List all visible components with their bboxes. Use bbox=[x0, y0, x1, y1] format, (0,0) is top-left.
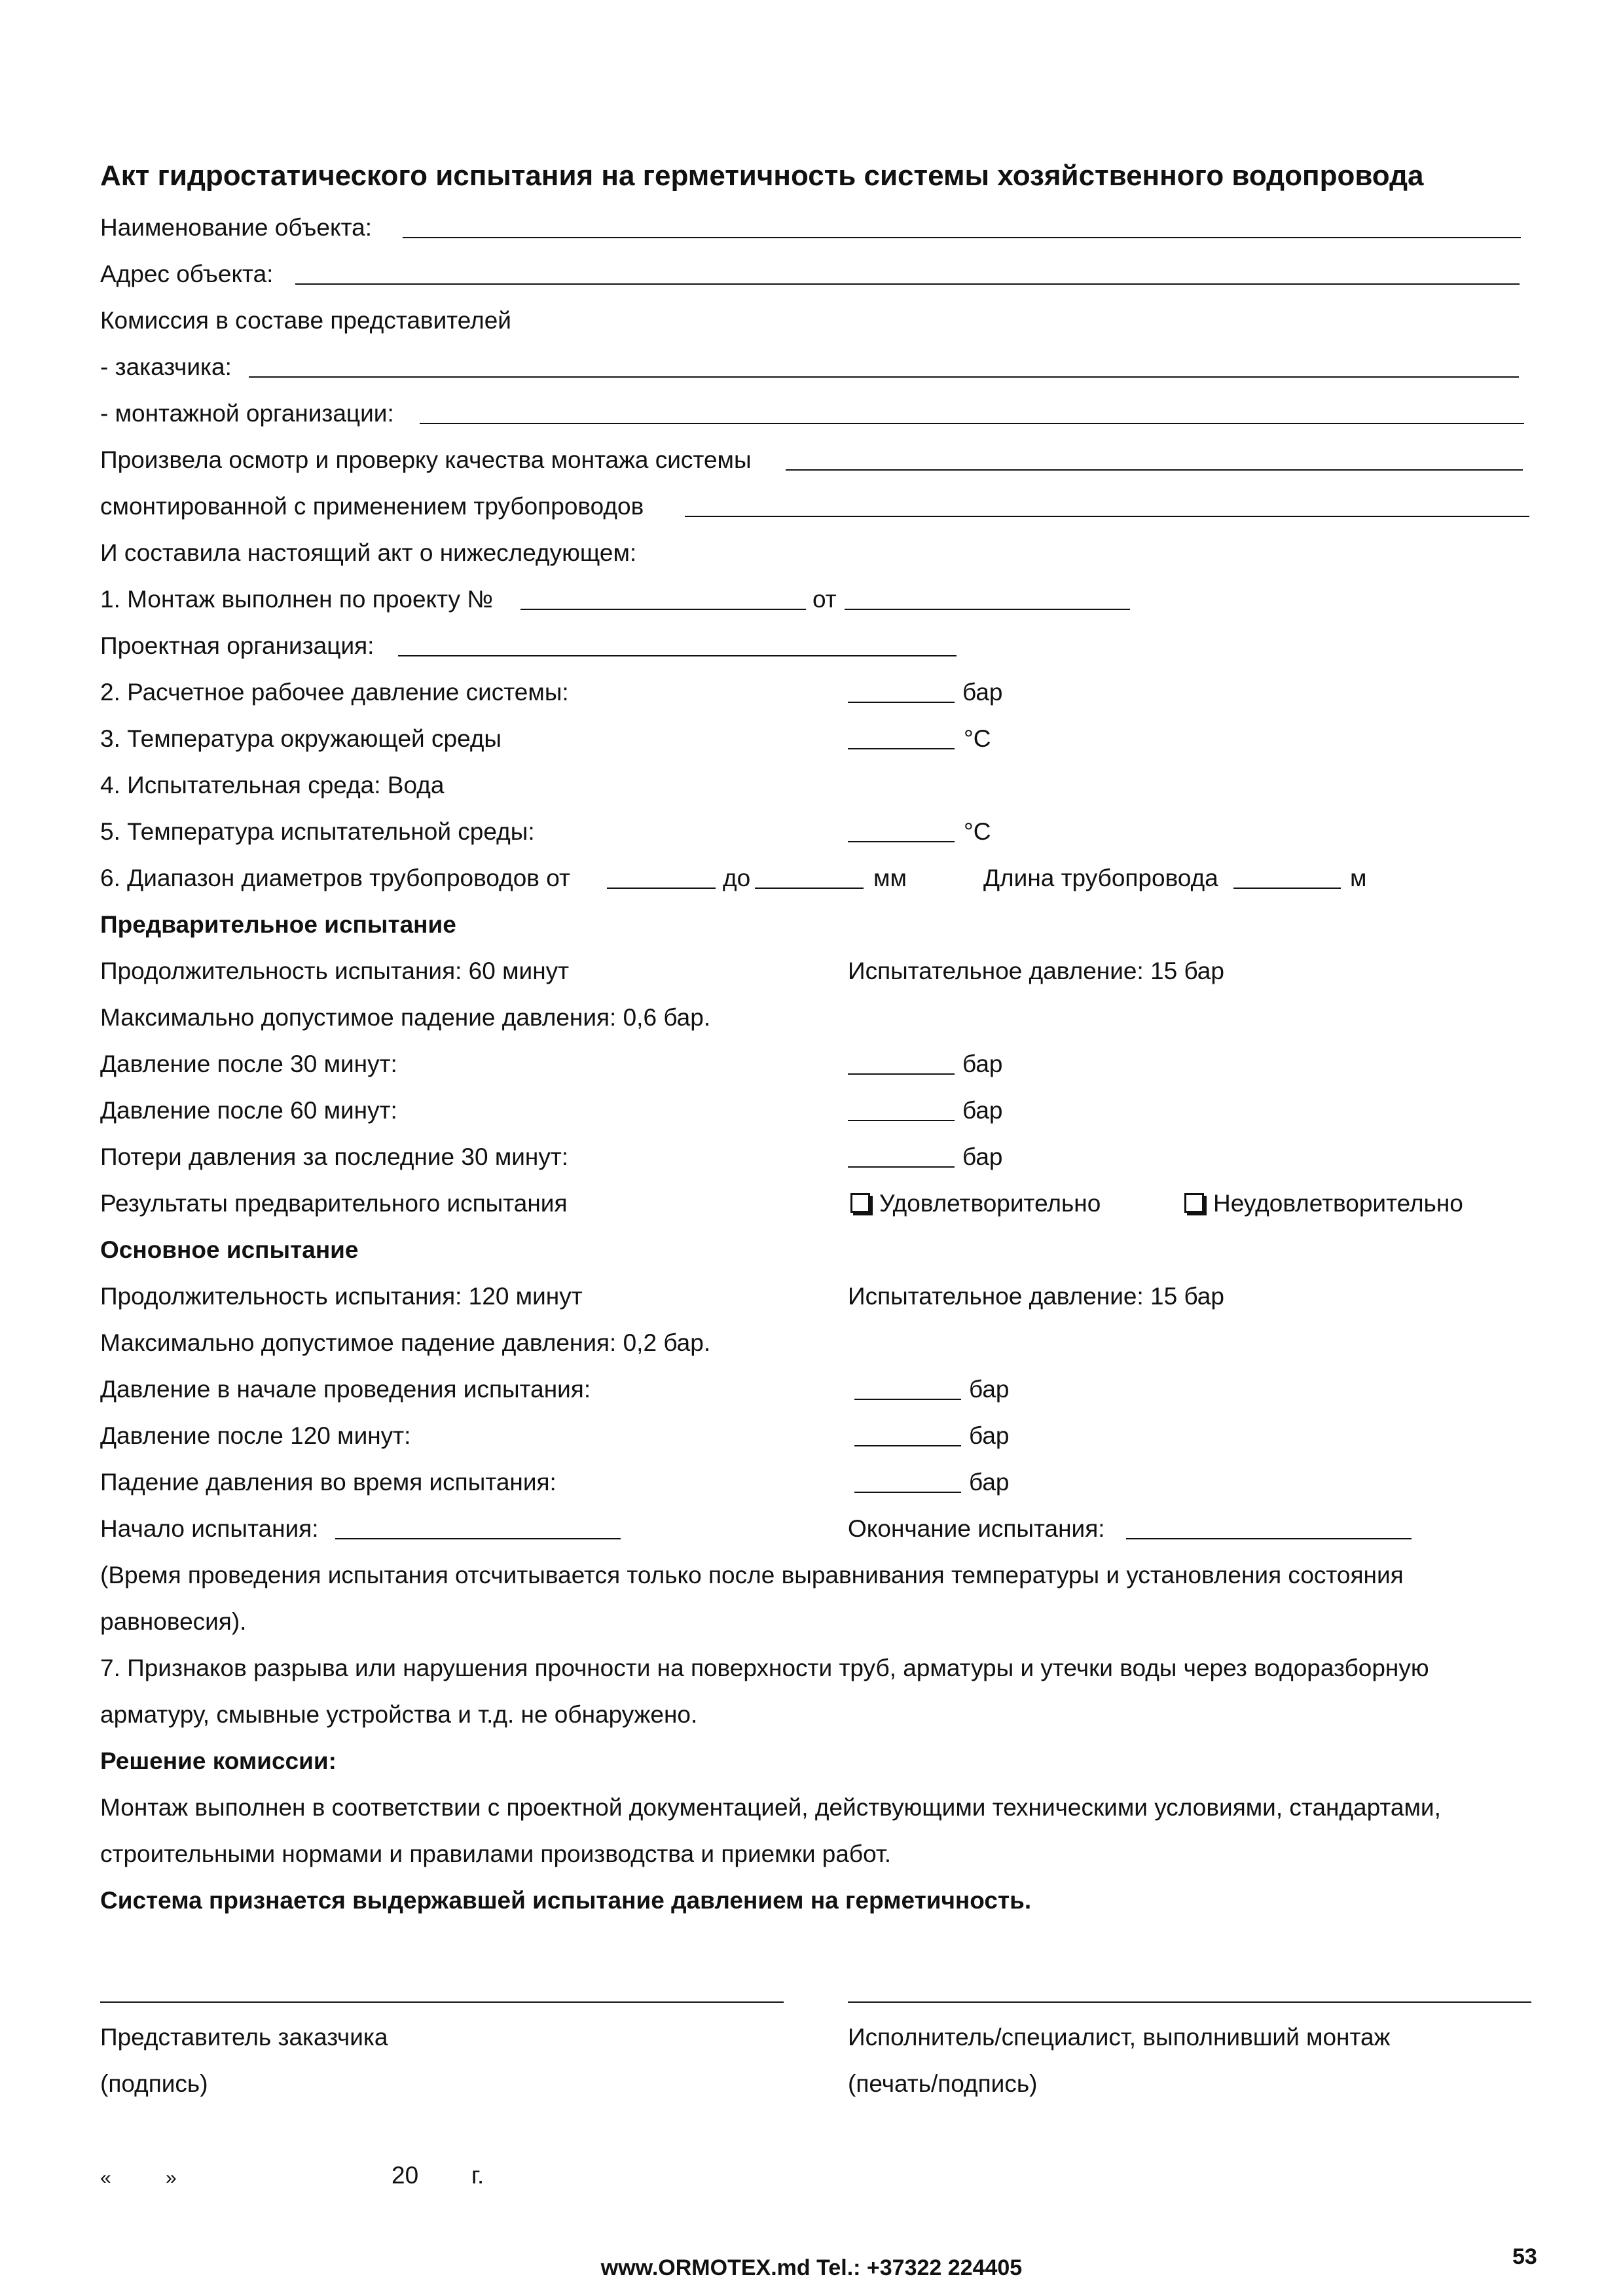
diameter-to-field[interactable] bbox=[755, 888, 864, 889]
inspection-label: Произвела осмотр и проверку качества монтажа системы bbox=[100, 446, 752, 473]
diameter-to-label: до bbox=[723, 865, 751, 891]
decision-line-2: строительными нормами и правилами производства и приемки работ. bbox=[100, 1840, 892, 1867]
preliminary-test-pressure: Испытательное давление: 15 бар bbox=[848, 958, 1224, 984]
main-duration: Продолжительность испытания: 120 минут bbox=[100, 1283, 583, 1310]
bar-unit: бар bbox=[962, 1050, 1003, 1077]
medium-temp-label: 5. Температура испытательной среды: bbox=[100, 818, 535, 845]
executor-signature-caption: (печать/подпись) bbox=[848, 2070, 1038, 2097]
pipe-length-field[interactable] bbox=[1233, 888, 1341, 889]
decision-conclusion: Система признается выдержавшей испытание давлением на герметичность. bbox=[100, 1887, 1032, 1914]
pressure-after-60-field[interactable] bbox=[848, 1120, 955, 1121]
medium-temp-field[interactable] bbox=[848, 841, 955, 842]
bar-unit: бар bbox=[969, 1469, 1010, 1496]
system-field[interactable] bbox=[786, 469, 1523, 471]
pressure-after-30-field[interactable] bbox=[848, 1073, 955, 1075]
unsatisfactory-option[interactable] bbox=[1182, 1189, 1463, 1218]
ambient-temp-field[interactable] bbox=[848, 748, 955, 749]
satisfactory-label: Удовлетворительно bbox=[879, 1190, 1101, 1217]
project-number-label: 1. Монтаж выполнен по проекту № bbox=[100, 586, 493, 613]
diameter-from-field[interactable] bbox=[607, 888, 716, 889]
test-start-label: Начало испытания: bbox=[100, 1515, 319, 1542]
object-address-label: Адрес объекта: bbox=[100, 260, 274, 287]
pipes-field[interactable] bbox=[685, 516, 1529, 517]
design-org-field[interactable] bbox=[398, 655, 957, 656]
test-start-field[interactable] bbox=[335, 1538, 621, 1539]
test-medium-label: 4. Испытательная среда: Вода bbox=[100, 772, 445, 798]
pipe-length-label: Длина трубопровода bbox=[983, 865, 1218, 891]
preliminary-heading: Предварительное испытание bbox=[100, 911, 456, 938]
pressure-drop-field[interactable] bbox=[854, 1492, 961, 1493]
pressure-loss-30-field[interactable] bbox=[848, 1166, 955, 1168]
start-pressure-label: Давление в начале проведения испытания: bbox=[100, 1376, 591, 1403]
pressure-after-120-field[interactable] bbox=[854, 1445, 961, 1446]
page-number: 53 bbox=[1512, 2244, 1537, 2269]
mm-unit: мм bbox=[873, 865, 907, 891]
customer-signature-line[interactable] bbox=[100, 2001, 784, 2003]
bar-unit: бар bbox=[962, 1143, 1003, 1170]
pressure-drop-label: Падение давления во время испытания: bbox=[100, 1469, 556, 1496]
celsius-unit: °C bbox=[964, 725, 991, 752]
footer-contact: www.ORMOTEX.md Tel.: +37322 224405 bbox=[600, 2255, 1023, 2280]
checkbox-icon[interactable] bbox=[850, 1193, 870, 1213]
bar-unit: бар bbox=[969, 1376, 1010, 1403]
diameter-range-label: 6. Диапазон диаметров трубопроводов от bbox=[100, 865, 570, 891]
note-line-1: (Время проведения испытания отсчитывается только после выравнивания температуры и установления состояния bbox=[100, 1562, 1404, 1588]
unsatisfactory-label: Неудовлетворительно bbox=[1213, 1190, 1463, 1217]
customer-representative-label: Представитель заказчика bbox=[100, 2024, 388, 2051]
main-max-drop: Максимально допустимое падение давления: 0,2 бар. bbox=[100, 1329, 711, 1356]
date-year-suffix: г. bbox=[471, 2162, 484, 2189]
pressure-after-60-label: Давление после 60 минут: bbox=[100, 1097, 397, 1124]
customer-signature-caption: (подпись) bbox=[100, 2070, 208, 2097]
object-name-field[interactable] bbox=[403, 237, 1521, 238]
document-title: Акт гидростатического испытания на герметичность системы хозяйственного водопровода bbox=[100, 160, 1424, 192]
bar-unit: бар bbox=[969, 1422, 1010, 1449]
note-line-2: равновесия). bbox=[100, 1608, 247, 1635]
start-pressure-field[interactable] bbox=[854, 1399, 961, 1400]
test-end-label: Окончание испытания: bbox=[848, 1515, 1105, 1542]
executor-signature-line[interactable] bbox=[848, 2001, 1531, 2003]
working-pressure-field[interactable] bbox=[848, 702, 955, 703]
ambient-temp-label: 3. Температура окружающей среды bbox=[100, 725, 502, 752]
date-close-quote: » bbox=[166, 2167, 177, 2189]
decision-line-1: Монтаж выполнен в соответствии с проектной документацией, действующими техническими условиями, стандартами, bbox=[100, 1794, 1441, 1821]
test-end-field[interactable] bbox=[1126, 1538, 1412, 1539]
preliminary-duration: Продолжительность испытания: 60 минут bbox=[100, 958, 570, 984]
project-number-field[interactable] bbox=[520, 609, 806, 610]
pipes-label: смонтированной с применением трубопроводов bbox=[100, 493, 644, 520]
customer-field[interactable] bbox=[249, 376, 1519, 378]
pressure-after-120-label: Давление после 120 минут: bbox=[100, 1422, 411, 1449]
design-org-label: Проектная организация: bbox=[100, 632, 374, 659]
installer-label: - монтажной организации: bbox=[100, 400, 394, 427]
date-year-prefix: 20 bbox=[392, 2162, 419, 2189]
bar-unit: бар bbox=[962, 679, 1003, 706]
celsius-unit: °C bbox=[964, 818, 991, 845]
customer-label: - заказчика: bbox=[100, 353, 232, 380]
bar-unit: бар bbox=[962, 1097, 1003, 1124]
object-address-field[interactable] bbox=[295, 283, 1520, 285]
main-test-pressure: Испытательное давление: 15 бар bbox=[848, 1283, 1224, 1310]
pressure-after-30-label: Давление после 30 минут: bbox=[100, 1050, 397, 1077]
decision-heading: Решение комиссии: bbox=[100, 1748, 337, 1774]
date-open-quote: « bbox=[100, 2167, 111, 2189]
commission-label: Комиссия в составе представителей bbox=[100, 307, 511, 334]
project-date-field[interactable] bbox=[845, 609, 1130, 610]
executor-label: Исполнитель/специалист, выполнивший монтаж bbox=[848, 2024, 1391, 2051]
satisfactory-option[interactable] bbox=[848, 1189, 1101, 1218]
item7-line-1: 7. Признаков разрыва или нарушения прочности на поверхности труб, арматуры и утечки воды через водоразборную bbox=[100, 1655, 1429, 1681]
main-heading: Основное испытание bbox=[100, 1236, 359, 1263]
m-unit: м bbox=[1350, 865, 1367, 891]
act-intro: И составила настоящий акт о нижеследующем: bbox=[100, 539, 637, 566]
item7-line-2: арматуру, смывные устройства и т.д. не обнаружено. bbox=[100, 1701, 698, 1728]
object-name-label: Наименование объекта: bbox=[100, 214, 373, 241]
preliminary-max-drop: Максимально допустимое падение давления: 0,6 бар. bbox=[100, 1004, 711, 1031]
installer-field[interactable] bbox=[420, 423, 1524, 424]
preliminary-results-label: Результаты предварительного испытания bbox=[100, 1190, 568, 1217]
pressure-loss-30-label: Потери давления за последние 30 минут: bbox=[100, 1143, 569, 1170]
project-date-label: от bbox=[812, 586, 837, 613]
working-pressure-label: 2. Расчетное рабочее давление системы: bbox=[100, 679, 569, 706]
checkbox-icon[interactable] bbox=[1184, 1193, 1204, 1213]
